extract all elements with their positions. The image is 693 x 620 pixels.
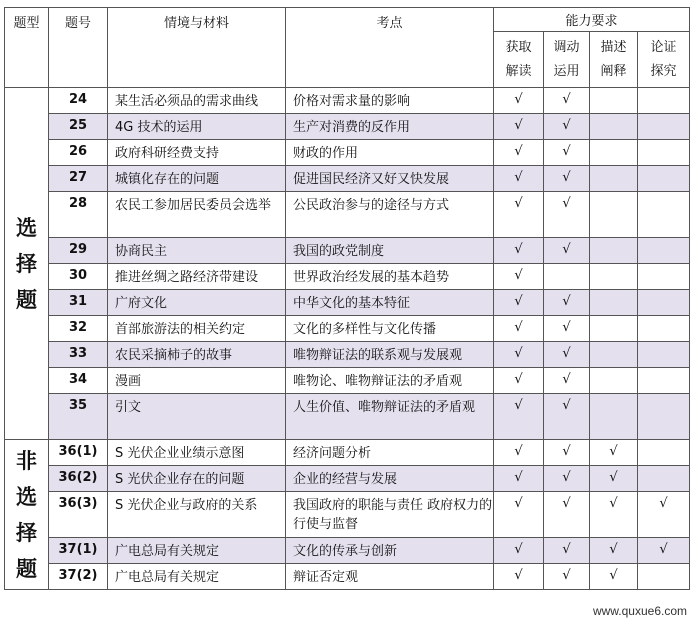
table-row — [5, 238, 690, 264]
ability-check — [638, 192, 690, 238]
table-row — [5, 140, 690, 166]
point-cell: 我国政府的职能与责任 政府权力的行使与监督 — [286, 492, 494, 538]
ability-check: √ — [544, 368, 590, 394]
ability-check: √ — [494, 538, 544, 564]
ability-check: √ — [544, 290, 590, 316]
ability-check: √ — [494, 440, 544, 466]
point-cell: 我国的政党制度 — [286, 238, 494, 264]
table-row — [5, 492, 690, 538]
ability-check: √ — [494, 394, 544, 440]
material-cell: 推进丝绸之路经济带建设 — [108, 264, 286, 290]
material-cell: 引文 — [108, 394, 286, 440]
header-material: 情境与材料 — [108, 8, 286, 88]
group-label-char: 择 — [16, 520, 37, 545]
ability-check — [544, 264, 590, 290]
question-number: 37(2) — [49, 564, 108, 590]
ability-check — [638, 394, 690, 440]
material-cell: 广电总局有关规定 — [108, 538, 286, 564]
question-number: 36(2) — [49, 466, 108, 492]
point-cell: 价格对需求量的影响 — [286, 88, 494, 114]
ability-check: √ — [494, 140, 544, 166]
material-cell: S 光伏企业与政府的关系 — [108, 492, 286, 538]
header-row — [5, 8, 690, 32]
question-number: 25 — [49, 114, 108, 140]
ability-check — [590, 368, 638, 394]
material-cell: 政府科研经费支持 — [108, 140, 286, 166]
material-cell: 农民工参加居民委员会选举 — [108, 192, 286, 238]
ability-check — [638, 290, 690, 316]
header-type: 题型 — [5, 8, 49, 88]
question-number: 29 — [49, 238, 108, 264]
material-cell: 城镇化存在的问题 — [108, 166, 286, 192]
point-cell: 中华文化的基本特征 — [286, 290, 494, 316]
ability-check: √ — [544, 492, 590, 538]
ability-check: √ — [544, 88, 590, 114]
table-body — [5, 88, 690, 590]
material-cell: 4G 技术的运用 — [108, 114, 286, 140]
header-ability: 能力要求 — [494, 8, 690, 32]
ability-check: √ — [544, 166, 590, 192]
point-cell: 唯物论、唯物辩证法的矛盾观 — [286, 368, 494, 394]
ability-check — [590, 264, 638, 290]
table-row — [5, 538, 690, 564]
ability-check: √ — [494, 88, 544, 114]
question-number: 36(1) — [49, 440, 108, 466]
table-row — [5, 564, 690, 590]
ability-check: √ — [544, 394, 590, 440]
group-label-char: 题 — [16, 287, 37, 312]
material-cell: 农民采摘柿子的故事 — [108, 342, 286, 368]
ability-check: √ — [494, 492, 544, 538]
table-row — [5, 114, 690, 140]
point-cell: 唯物辩证法的联系观与发展观 — [286, 342, 494, 368]
ability-check — [638, 466, 690, 492]
ability-check: √ — [590, 440, 638, 466]
ability-check: √ — [544, 140, 590, 166]
question-number: 37(1) — [49, 538, 108, 564]
ability-check: √ — [544, 238, 590, 264]
question-number: 35 — [49, 394, 108, 440]
ability-check — [638, 166, 690, 192]
ability-check: √ — [494, 238, 544, 264]
ability-check: √ — [544, 342, 590, 368]
ability-check — [590, 166, 638, 192]
header-point: 考点 — [286, 8, 494, 88]
ability-check: √ — [638, 538, 690, 564]
ability-check: √ — [638, 492, 690, 538]
group-label-char: 非 — [16, 448, 37, 473]
ability-check: √ — [494, 316, 544, 342]
table-row — [5, 316, 690, 342]
ability-check: √ — [494, 342, 544, 368]
table-row — [5, 88, 690, 114]
point-cell: 促进国民经济又好又快发展 — [286, 166, 494, 192]
ability-check: √ — [590, 564, 638, 590]
ability-check — [638, 264, 690, 290]
table-row — [5, 166, 690, 192]
exam-analysis-table — [4, 7, 690, 590]
ability-check: √ — [494, 368, 544, 394]
material-cell: 某生活必须品的需求曲线 — [108, 88, 286, 114]
ability-check — [638, 368, 690, 394]
point-cell: 公民政治参与的途径与方式 — [286, 192, 494, 238]
table-row — [5, 440, 690, 466]
ability-check — [638, 440, 690, 466]
point-cell: 辩证否定观 — [286, 564, 494, 590]
question-number: 28 — [49, 192, 108, 238]
ability-check: √ — [494, 466, 544, 492]
ability-check — [638, 564, 690, 590]
ability-check — [590, 394, 638, 440]
point-cell: 人生价值、唯物辩证法的矛盾观 — [286, 394, 494, 440]
ability-check — [638, 316, 690, 342]
group-label — [5, 88, 49, 440]
material-cell: 广电总局有关规定 — [108, 564, 286, 590]
ability-check — [590, 290, 638, 316]
group-label-char: 选 — [16, 215, 37, 240]
point-cell: 企业的经营与发展 — [286, 466, 494, 492]
ability-check — [638, 88, 690, 114]
ability-check: √ — [544, 538, 590, 564]
material-cell: 广府文化 — [108, 290, 286, 316]
group-label-char: 择 — [16, 251, 37, 276]
ability-check: √ — [494, 264, 544, 290]
ability-check — [590, 238, 638, 264]
table-row — [5, 290, 690, 316]
table-row — [5, 342, 690, 368]
ability-check — [638, 114, 690, 140]
point-cell: 世界政治经发展的基本趋势 — [286, 264, 494, 290]
ability-check — [590, 192, 638, 238]
ability-check — [638, 342, 690, 368]
ability-check: √ — [590, 492, 638, 538]
ability-check — [590, 316, 638, 342]
point-cell: 经济问题分析 — [286, 440, 494, 466]
table-row — [5, 192, 690, 238]
material-cell: S 光伏企业业绩示意图 — [108, 440, 286, 466]
point-cell: 财政的作用 — [286, 140, 494, 166]
group-label — [5, 440, 49, 590]
ability-check: √ — [544, 114, 590, 140]
question-number: 34 — [49, 368, 108, 394]
header-ability-argue: 论证 探究 — [638, 32, 690, 88]
ability-check: √ — [494, 564, 544, 590]
group-label-char: 选 — [16, 484, 37, 509]
ability-check — [590, 342, 638, 368]
ability-check: √ — [544, 192, 590, 238]
ability-check: √ — [590, 538, 638, 564]
point-cell: 文化的多样性与文化传播 — [286, 316, 494, 342]
ability-check: √ — [544, 316, 590, 342]
table-row — [5, 466, 690, 492]
question-number: 36(3) — [49, 492, 108, 538]
table-row — [5, 368, 690, 394]
question-number: 24 — [49, 88, 108, 114]
ability-check: √ — [494, 192, 544, 238]
ability-check — [638, 238, 690, 264]
header-number: 题号 — [49, 8, 108, 88]
ability-check — [590, 140, 638, 166]
material-cell: 首部旅游法的相关约定 — [108, 316, 286, 342]
watermark: www.quxue6.com — [592, 604, 687, 618]
header-ability-read: 获取 解读 — [494, 32, 544, 88]
material-cell: 协商民主 — [108, 238, 286, 264]
question-number: 30 — [49, 264, 108, 290]
header-ability-describe: 描述 阐释 — [590, 32, 638, 88]
ability-check: √ — [544, 564, 590, 590]
header-ability-apply: 调动 运用 — [544, 32, 590, 88]
question-number: 33 — [49, 342, 108, 368]
ability-check — [590, 114, 638, 140]
question-number: 31 — [49, 290, 108, 316]
point-cell: 文化的传承与创新 — [286, 538, 494, 564]
material-cell: 漫画 — [108, 368, 286, 394]
ability-check: √ — [494, 290, 544, 316]
ability-check: √ — [494, 114, 544, 140]
question-number: 26 — [49, 140, 108, 166]
ability-check — [638, 140, 690, 166]
ability-check: √ — [590, 466, 638, 492]
point-cell: 生产对消费的反作用 — [286, 114, 494, 140]
ability-check: √ — [494, 166, 544, 192]
question-number: 27 — [49, 166, 108, 192]
ability-check: √ — [544, 466, 590, 492]
material-cell: S 光伏企业存在的问题 — [108, 466, 286, 492]
question-number: 32 — [49, 316, 108, 342]
group-label-char: 题 — [16, 556, 37, 581]
table-row — [5, 394, 690, 440]
table-row — [5, 264, 690, 290]
ability-check — [590, 88, 638, 114]
ability-check: √ — [544, 440, 590, 466]
